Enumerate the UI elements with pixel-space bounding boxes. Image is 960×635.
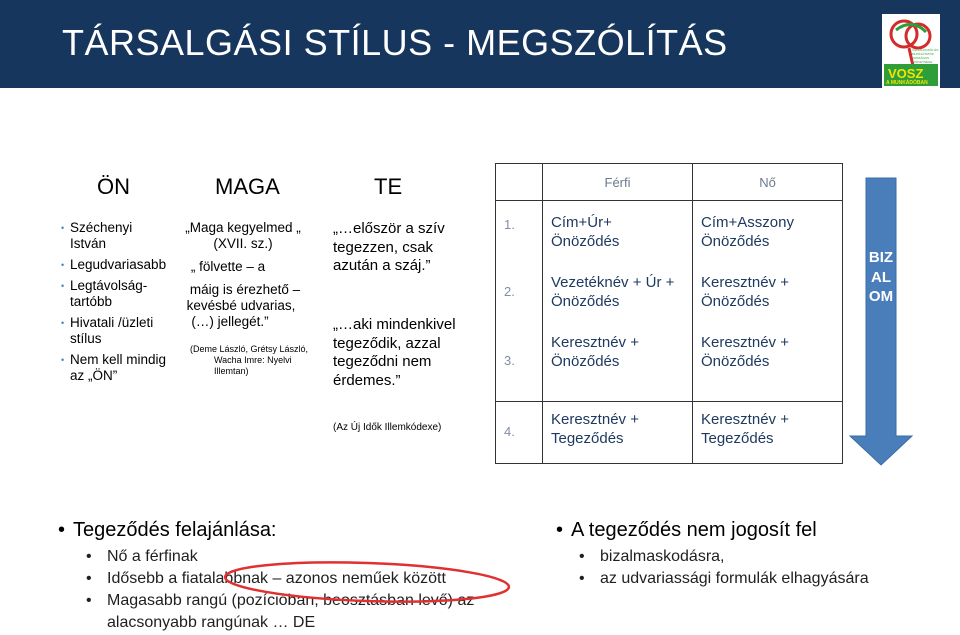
on-item: • Hivatali /üzleti stílus	[61, 315, 161, 347]
logo-top-text: VÁLLALKOZÓK ÉS MUNKÁLTATÓK ORSZÁGOS SZÖVETSÉGE	[912, 48, 939, 64]
te-quote-1: „…először a szív tegezzen, csak azután a száj.”	[333, 220, 445, 274]
list-item: • Nő a férfinak	[80, 546, 540, 568]
bullet-icon: •	[556, 519, 564, 541]
on-item: • Nem kell mindig az „ÖN”	[61, 352, 171, 384]
maga-line: (…) jellegét.”	[191, 314, 269, 329]
logo-bottom-text: A MUNKÁDÓBAN	[886, 80, 928, 86]
table-corner-cell	[496, 164, 543, 201]
row-numbers-cell	[496, 201, 543, 402]
table-row	[496, 402, 843, 464]
maga-line: kevésbé udvarias,	[186, 298, 296, 313]
table-header-ferfi: Férfi	[543, 164, 693, 201]
column-head-on: ÖN	[97, 174, 130, 199]
maga-reference: (Deme László, Grétsy László,	[190, 344, 309, 354]
right-section-heading	[556, 519, 817, 542]
bizalom-label: BIZALOM	[868, 249, 894, 305]
list-item: • Idősebb a fiatalabbnak – azonos neműek között	[80, 568, 540, 590]
left-section-heading	[58, 519, 277, 542]
maga-line: máig is érezhető –	[189, 282, 301, 297]
address-forms-table	[495, 163, 843, 464]
no-form: Keresztnév + Önöződés	[701, 334, 789, 370]
row-number: 2.	[504, 284, 515, 299]
row-number: 1.	[504, 217, 515, 232]
row-number: 3.	[504, 353, 515, 368]
table-header-no: Nő	[693, 164, 843, 201]
right-section-list	[573, 546, 943, 590]
page-title: TÁRSALGÁSI STÍLUS - MEGSZÓLÍTÁS	[62, 22, 728, 63]
no-form: Cím+Asszony Önöződés	[701, 214, 794, 250]
table-header-row	[496, 164, 843, 201]
list-item: • az udvariassági formulák elhagyására	[573, 568, 943, 590]
no-cell	[693, 402, 843, 464]
no-cell	[693, 201, 843, 402]
column-head-maga: MAGA	[215, 174, 280, 199]
on-item: • Legudvariasabb	[61, 257, 181, 273]
ferfi-cell	[543, 402, 693, 464]
vosz-logo	[882, 14, 940, 88]
ferfi-cell	[543, 201, 693, 402]
on-item: • Széchenyi István	[61, 220, 146, 252]
on-item: • Legtávolság- tartóbb	[61, 278, 161, 310]
no-form: Keresztnév + Tegeződés	[701, 411, 789, 447]
maga-reference: Wacha Imre: Nyelvi	[214, 355, 292, 365]
ferfi-form: Cím+Úr+ Önöződés	[551, 214, 620, 250]
list-item: • bizalmaskodásra,	[573, 546, 943, 568]
highlight-oval	[222, 560, 512, 604]
bizalom-arrow-icon	[849, 178, 913, 466]
maga-line: „ fölvette – a	[190, 259, 266, 274]
logo-main-text: VOSZ	[888, 66, 924, 81]
te-reference: (Az Új Idők Illemkódexe)	[333, 422, 442, 433]
table-row	[496, 201, 843, 402]
list-item: • Magasabb rangú (pozícióban, beosztásban levő) az alacsonyabb rangúnak … DE	[80, 590, 540, 634]
row-number-cell: 4.	[496, 402, 543, 464]
ferfi-form: Keresztnév + Önöződés	[551, 334, 639, 370]
ferfi-form: Keresztnév + Tegeződés	[551, 411, 639, 447]
left-section-heading-text: Tegeződés felajánlása:	[73, 519, 277, 541]
maga-line: „Maga kegyelmed „	[185, 220, 301, 235]
ferfi-form: Vezetéknév + Úr + Önöződés	[551, 274, 675, 310]
te-quote-2: „…aki mindenkivel tegeződik, azzal tegeződni nem érdemes.”	[333, 316, 456, 389]
bullet-icon: •	[58, 519, 66, 541]
maga-line: (XVII. sz.)	[213, 236, 273, 251]
right-section-heading-text: A tegeződés nem jogosít fel	[571, 519, 817, 541]
column-head-te: TE	[374, 174, 403, 199]
maga-reference: Illemtan)	[214, 366, 249, 376]
no-form: Keresztnév + Önöződés	[701, 274, 789, 310]
